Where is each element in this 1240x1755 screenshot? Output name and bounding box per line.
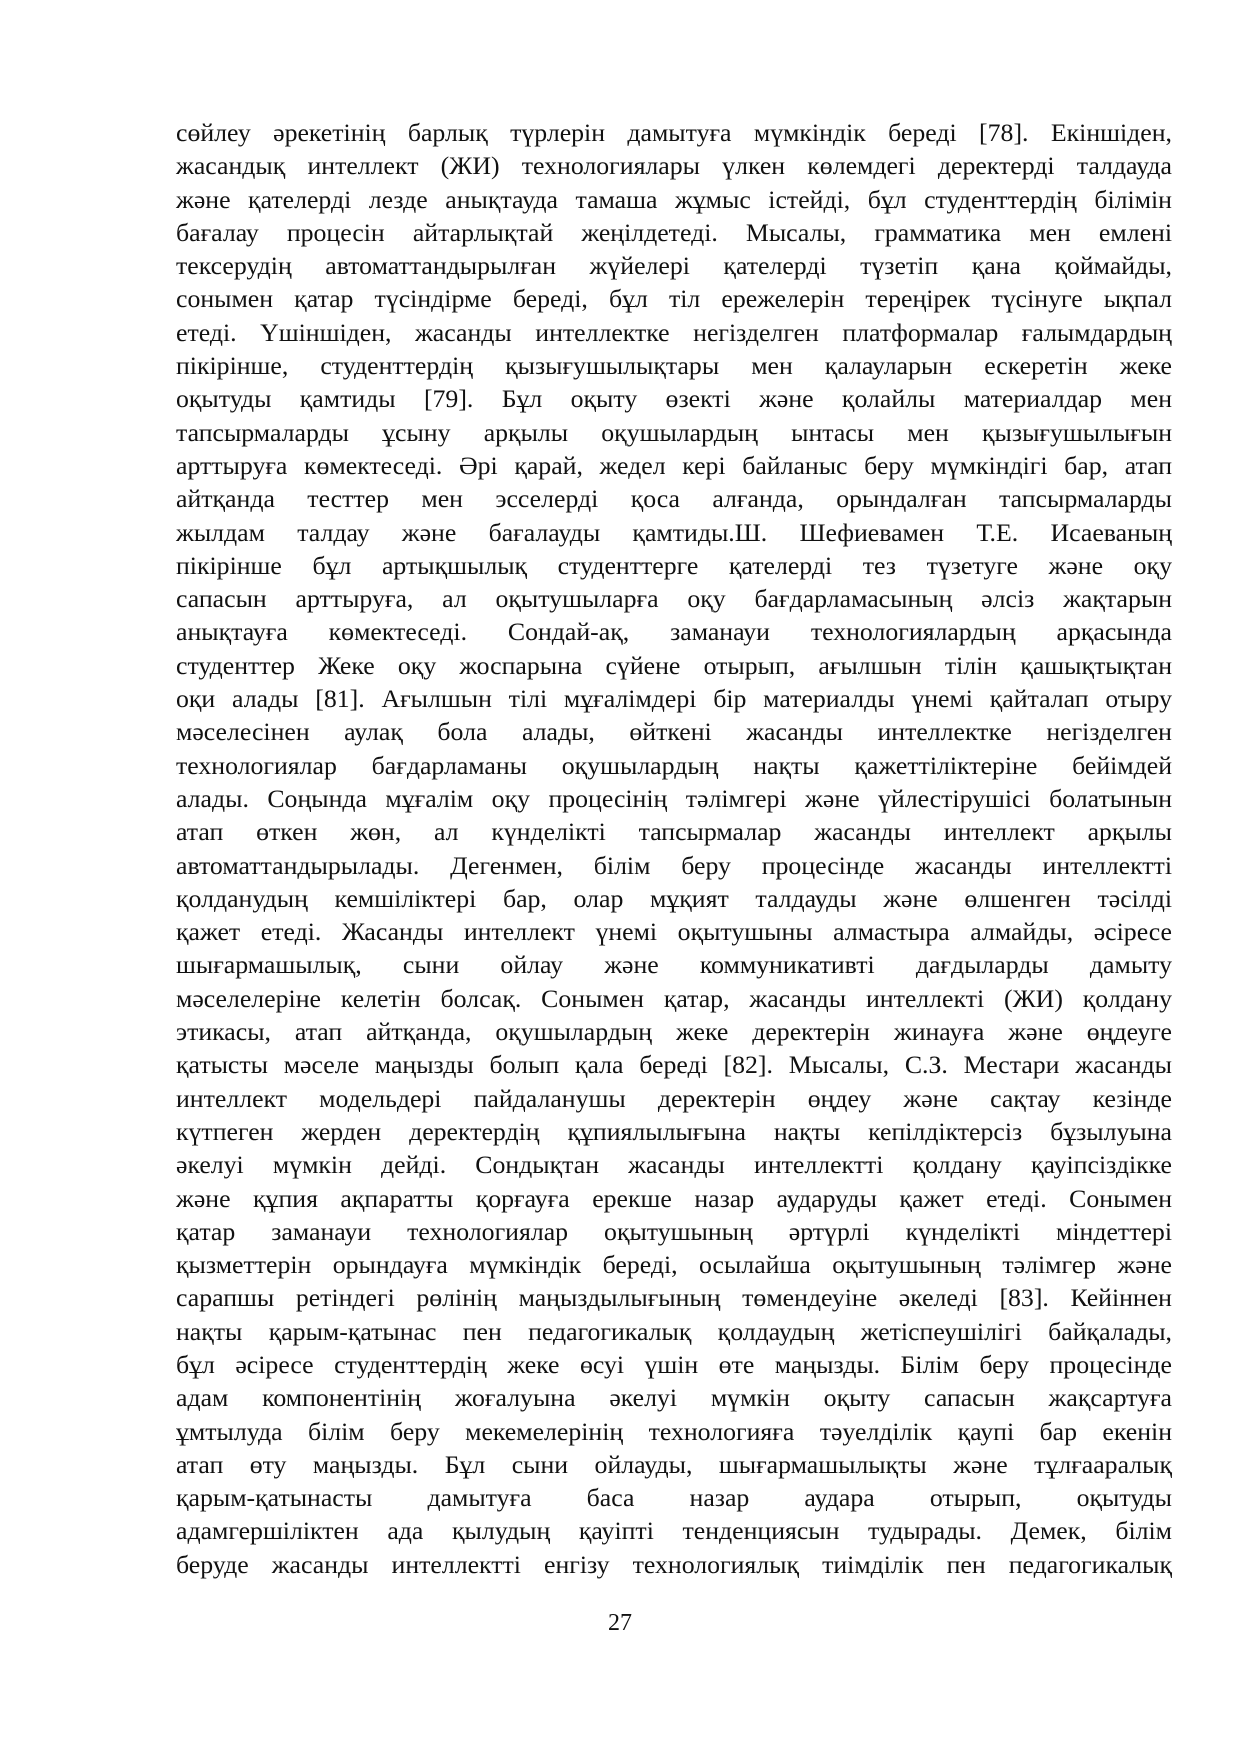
text-line: қарым-қатынасты дамытуға баса назар аудара отырып, оқытуды: [176, 1483, 1172, 1513]
text-line: және құпия ақпаратты қорғауға ерекше назар аударуды қажет етеді. Сонымен: [176, 1183, 1172, 1213]
text-line: автоматтандырылады. Дегенмен, білім беру процесінде жасанды интеллектті: [176, 850, 1172, 880]
text-line: арттыруға көмектеседі. Әрі қарай, жедел кері байланыс беру мүмкіндігі бар, атап: [176, 450, 1172, 480]
text-line: пікірінше, студенттердің қызығушылықтары мен қалауларын ескеретін жеке: [176, 351, 1172, 381]
text-line: етеді. Үшіншіден, жасанды интеллектке негізделген платформалар ғалымдардың: [176, 317, 1172, 347]
text-line: сөйлеу әрекетінің барлық түрлерін дамытуға мүмкіндік береді [78]. Екіншіден,: [176, 118, 1172, 147]
text-line: студенттер Жеке оқу жоспарына сүйене отырып, ағылшын тілін қашықтықтан: [176, 650, 1172, 680]
text-line: оқи алады [81]. Ағылшын тілі мұғалімдері бір материалды үнемі қайталап отыру: [176, 684, 1172, 714]
text-line: айтқанда тесттер мен эсселерді қоса алғанда, орындалған тапсырмаларды: [176, 484, 1172, 514]
text-line: шығармашылық, сыни ойлау және коммуникативті дағдыларды дамыту: [176, 950, 1172, 980]
text-line: қатысты мәселе маңызды болып қала береді [82]. Мысалы, С.З. Местари жасанды: [176, 1050, 1172, 1080]
text-line: адам компонентінің жоғалуына әкелуі мүмкін оқыту сапасын жақсартуға: [176, 1383, 1172, 1413]
text-line: тапсырмаларды ұсыну арқылы оқушылардың ынтасы мен қызығушылығын: [176, 417, 1172, 447]
text-line: күтпеген жерден деректердің құпиялылығына нақты кепілдіктерсіз бұзылуына: [176, 1116, 1172, 1146]
text-line: қызметтерін орындауға мүмкіндік береді, осылайша оқытушының тәлімгер және: [176, 1250, 1172, 1280]
text-line: интеллект модельдері пайдаланушы деректерін өңдеу және сақтау кезінде: [176, 1083, 1172, 1113]
text-line: қажет етеді. Жасанды интеллект үнемі оқытушыны алмастыра алмайды, әсіресе: [176, 917, 1172, 947]
body-text: [176, 116, 1172, 1581]
text-line: қатар заманауи технологиялар оқытушының әртүрлі күнделікті міндеттері: [176, 1216, 1172, 1246]
text-line: алады. Соңында мұғалім оқу процесінің тәлімгері және үйлестірушісі болатынын: [176, 783, 1172, 813]
text-line: бұл әсіресе студенттердің жеке өсуі үшін өте маңызды. Білім беру процесінде: [176, 1349, 1172, 1379]
text-line: пікірінше бұл артықшылық студенттерге қателерді тез түзетуге және оқу: [176, 550, 1172, 580]
text-line: сарапшы ретіндегі рөлінің маңыздылығының төмендеуіне әкеледі [83]. Кейіннен: [176, 1283, 1172, 1313]
text-line: жылдам талдау және бағалауды қамтиды.Ш. Шефиевамен Т.Е. Исаеваның: [176, 517, 1172, 547]
text-line: адамгершіліктен ада қылудың қауіпті тенденциясын тудырады. Демек, білім: [176, 1516, 1172, 1546]
text-line: әкелуі мүмкін дейді. Сондықтан жасанды интеллектті қолдану қауіпсіздікке: [176, 1150, 1172, 1180]
text-line: оқытуды қамтиды [79]. Бұл оқыту өзекті және қолайлы материалдар мен: [176, 384, 1172, 414]
text-line: сапасын арттыруға, ал оқытушыларға оқу бағдарламасының әлсіз жақтарын: [176, 584, 1172, 614]
text-line: атап өту маңызды. Бұл сыни ойлауды, шығармашылықты және тұлғааралық: [176, 1449, 1172, 1479]
text-line: этикасы, атап айтқанда, оқушылардың жеке деректерін жинауға және өңдеуге: [176, 1017, 1172, 1047]
text-line: ұмтылуда білім беру мекемелерінің технологияға тәуелділік қаупі бар екенін: [176, 1416, 1172, 1446]
text-line: анықтауға көмектеседі. Сондай-ақ, заманауи технологиялардың арқасында: [176, 617, 1172, 647]
text-line: нақты қарым-қатынас пен педагогикалық қолдаудың жетіспеушілігі байқалады,: [176, 1316, 1172, 1346]
text-line: тексерудің автоматтандырылған жүйелері қателерді түзетіп қана қоймайды,: [176, 251, 1172, 281]
text-line: жасандық интеллект (ЖИ) технологиялары үлкен көлемдегі деректерді талдауда: [176, 151, 1172, 181]
text-line: мәселелеріне келетін болсақ. Сонымен қатар, жасанды интеллекті (ЖИ) қолдану: [176, 983, 1172, 1013]
text-line: мәселесінен аулақ бола алады, өйткені жасанды интеллектке негізделген: [176, 717, 1172, 747]
text-line: технологиялар бағдарламаны оқушылардың нақты қажеттіліктеріне бейімдей: [176, 750, 1172, 780]
text-line: беруде жасанды интеллектті енгізу технологиялық тиімділік пен педагогикалық: [176, 1549, 1172, 1579]
page-number: 27: [608, 1610, 632, 1636]
text-line: бағалау процесін айтарлықтай жеңілдетеді. Мысалы, грамматика мен емлені: [176, 217, 1172, 247]
text-line: атап өткен жөн, ал күнделікті тапсырмалар жасанды интеллект арқылы: [176, 817, 1172, 847]
text-line: сонымен қатар түсіндірме береді, бұл тіл ережелерін тереңірек түсінуге ықпал: [176, 284, 1172, 314]
text-line: және қателерді лезде анықтауда тамаша жұмыс істейді, бұл студенттердің білімін: [176, 184, 1172, 214]
text-line: қолданудың кемшіліктері бар, олар мұқият талдауды және өлшенген тәсілді: [176, 883, 1172, 913]
